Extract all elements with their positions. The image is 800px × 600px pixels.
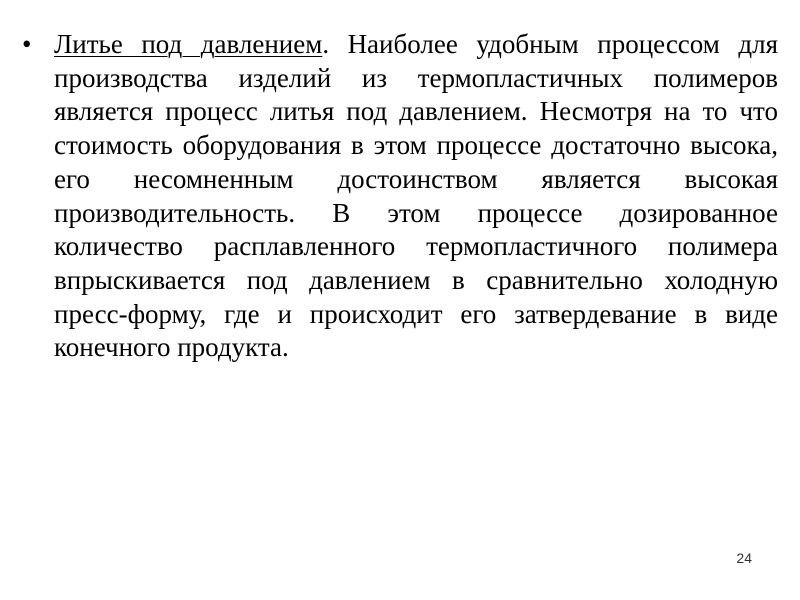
paragraph-body: . Наиболее удобным процессом для производства изделий из термопластичных полимеров является процесс литья под давлением. Несмотря на то что стоимость оборудования в этом процессе достаточно высока, его несомненным достоинством является высокая производительность. В этом процессе дозированное количество расплавленного термопластичного полимера впрыскивается под давлением в сравнительно холодную пресс-форму, где и происходит его затвердевание в виде конечного продукта. xyxy=(54,29,778,363)
bullet-item xyxy=(22,28,778,365)
page-number: 24 xyxy=(736,550,752,566)
term-underlined: Литье под давлением xyxy=(54,29,323,59)
paragraph-text xyxy=(54,28,778,365)
bullet-marker: • xyxy=(22,29,32,59)
bullet-list xyxy=(22,28,778,365)
